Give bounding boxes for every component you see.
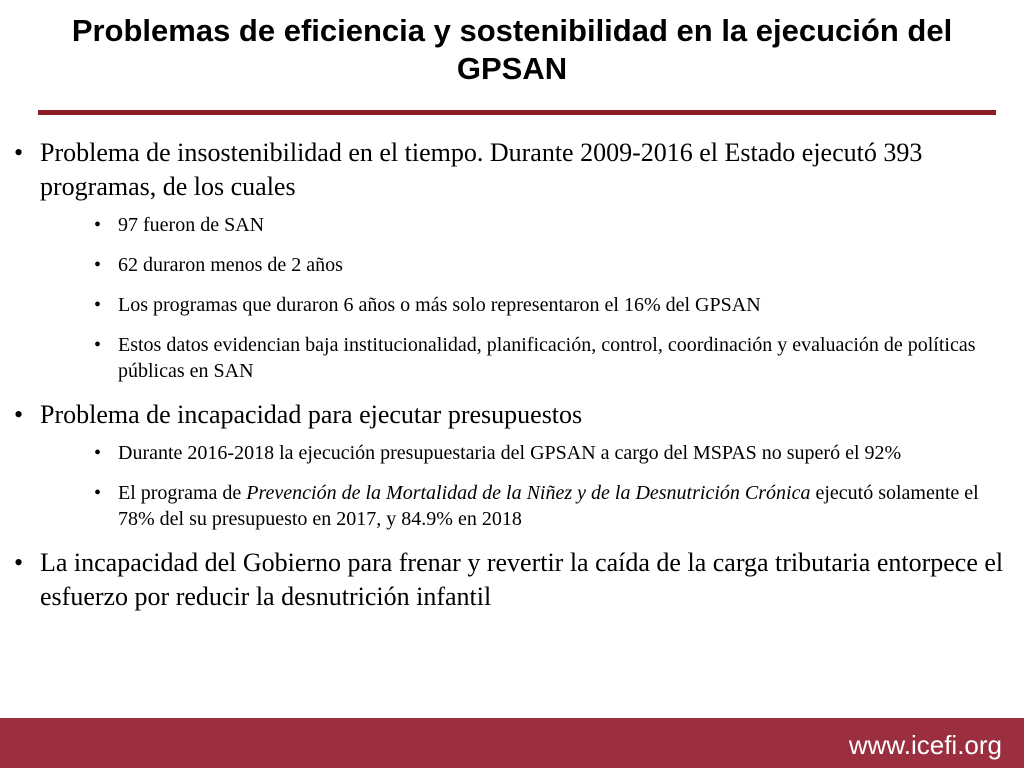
sub-bullet-text: 62 duraron menos de 2 años xyxy=(118,254,343,276)
bullet-point-2 xyxy=(12,398,1012,532)
sub-bullet-text: Estos datos evidencian baja institucionalidad, planificación, control, coordinación y evaluación de políticas públicas en SAN xyxy=(118,334,976,382)
bullet-icon: • xyxy=(94,442,102,464)
sub-bullet-text: 97 fueron de SAN xyxy=(118,214,265,236)
bullet-text: Problema de insostenibilidad en el tiempo. Durante 2009-2016 el Estado ejecutó 393 programas, de los cuales xyxy=(40,138,923,201)
sub-bullet-point xyxy=(40,252,1012,278)
sub-bullet-point xyxy=(40,292,1012,318)
bullet-list xyxy=(12,136,1012,614)
bullet-icon: • xyxy=(14,138,24,167)
bullet-icon: • xyxy=(94,294,102,316)
sub-bullet-point xyxy=(40,212,1012,238)
sub-bullet-list xyxy=(40,212,1012,384)
title-divider xyxy=(38,110,996,115)
sub-bullet-text: Durante 2016-2018 la ejecución presupuestaria del GPSAN a cargo del MSPAS no superó el 92% xyxy=(118,442,902,464)
sub-bullet-text-prefix: El programa de xyxy=(118,482,247,504)
sub-bullet-text-suffix: ejecutó solamente el 78% del su presupuesto en 2017, y 84.9% en 2018 xyxy=(118,482,979,530)
slide-content xyxy=(12,136,1012,620)
bullet-icon: • xyxy=(94,214,102,236)
sub-bullet-text: Los programas que duraron 6 años o más solo representaron el 16% del GPSAN xyxy=(118,294,761,316)
footer-url: www.icefi.org xyxy=(848,730,1002,760)
slide-title: Problemas de eficiencia y sostenibilidad en la ejecución del GPSAN xyxy=(71,13,953,86)
bullet-icon: • xyxy=(94,254,102,276)
bullet-point-3 xyxy=(12,546,1012,614)
bullet-text: La incapacidad del Gobierno para frenar y revertir la caída de la carga tributaria entorpece el esfuerzo por reducir la desnutrición infantil xyxy=(40,548,1004,611)
program-name: Prevención de la Mortalidad de la Niñez y de la Desnutrición Crónica xyxy=(246,482,811,504)
bullet-icon: • xyxy=(94,482,102,504)
bullet-icon: • xyxy=(14,548,24,577)
bullet-text: Problema de incapacidad para ejecutar presupuestos xyxy=(40,400,583,429)
sub-bullet-list xyxy=(40,440,1012,532)
bullet-point-1 xyxy=(12,136,1012,384)
sub-bullet-point xyxy=(40,480,1012,532)
sub-bullet-point xyxy=(40,440,1012,466)
sub-bullet-point xyxy=(40,332,1012,384)
bullet-icon: • xyxy=(94,334,102,356)
bullet-icon: • xyxy=(14,400,24,429)
